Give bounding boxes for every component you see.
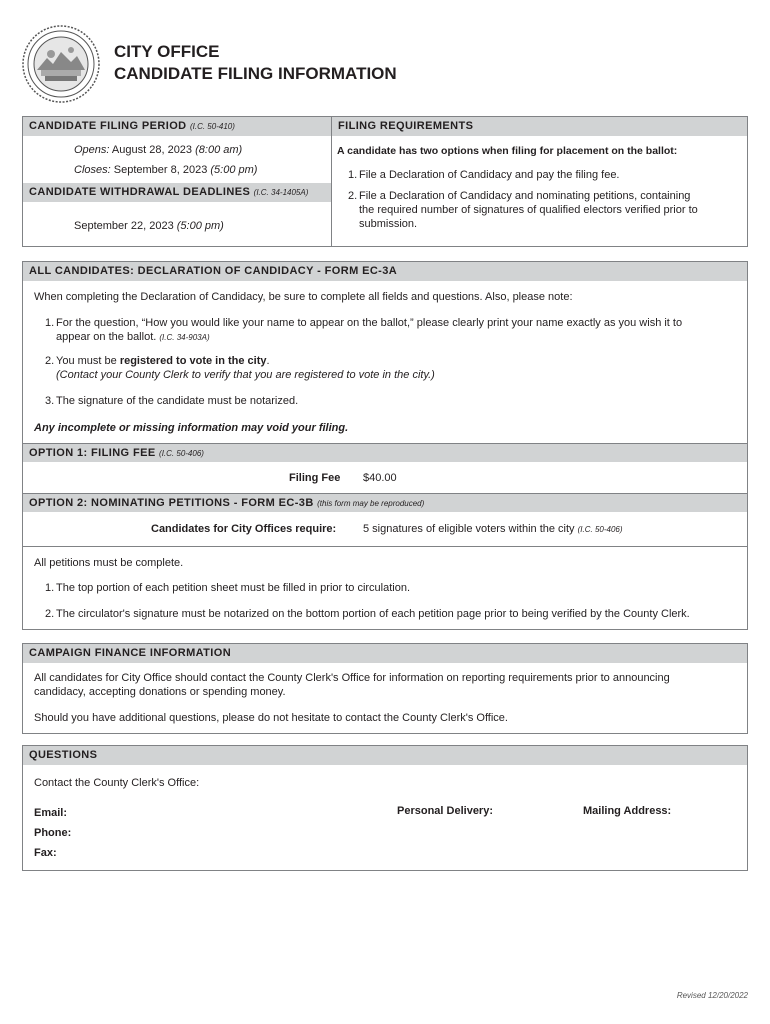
option1-heading bbox=[23, 443, 747, 462]
requirement-item-2-line1: File a Declaration of Candidacy and nominating petitions, containing bbox=[359, 190, 691, 202]
state-seal-icon bbox=[21, 24, 101, 104]
declaration-item-3-num: 3. bbox=[45, 395, 55, 407]
closes-label: Closes: bbox=[74, 164, 111, 176]
declaration-heading bbox=[23, 262, 747, 281]
filing-requirements-heading-text: FILING REQUIREMENTS bbox=[338, 120, 474, 132]
declaration-intro: When completing the Declaration of Candidacy, be sure to complete all fields and questions. Also, please note: bbox=[34, 291, 573, 303]
requirement-item-2-line3: submission. bbox=[359, 218, 418, 230]
phone-label: Phone: bbox=[34, 827, 72, 839]
option2-heading-note: (this form may be reproduced) bbox=[317, 499, 425, 508]
personal-delivery-label: Personal Delivery: bbox=[397, 805, 493, 817]
petition-item-1-num: 1. bbox=[45, 582, 55, 594]
questions-intro: Contact the County Clerk's Office: bbox=[34, 777, 200, 789]
filing-requirements-heading bbox=[332, 117, 747, 136]
closes-time: (5:00 pm) bbox=[210, 164, 258, 176]
withdrawal-line bbox=[74, 219, 224, 233]
declaration-item-3 bbox=[45, 394, 298, 408]
withdrawal-heading-ref: (I.C. 34-1405A) bbox=[253, 188, 309, 197]
requirement-item-1-text: File a Declaration of Candidacy and pay the filing fee. bbox=[359, 169, 620, 181]
filing-fee-label: Filing Fee bbox=[289, 472, 341, 484]
finance-heading-text: CAMPAIGN FINANCE INFORMATION bbox=[29, 647, 232, 659]
declaration-item-1 bbox=[45, 316, 682, 345]
requirement-item-1 bbox=[348, 168, 620, 182]
column-divider bbox=[331, 117, 332, 246]
filing-section bbox=[22, 116, 748, 247]
petition-requirement-text: 5 signatures of eligible voters within the city bbox=[363, 523, 575, 535]
filing-period-heading bbox=[23, 117, 331, 136]
page-title bbox=[114, 41, 397, 85]
finance-section bbox=[22, 643, 748, 734]
fax-label: Fax: bbox=[34, 847, 57, 859]
declaration-item-1-num: 1. bbox=[45, 317, 55, 329]
requirement-item-2-num: 2. bbox=[348, 190, 358, 202]
requirement-item-1-num: 1. bbox=[348, 169, 358, 181]
petition-item-1 bbox=[45, 581, 410, 595]
requirement-item-2 bbox=[348, 189, 698, 231]
declaration-item-1-ref: (I.C. 34-903A) bbox=[159, 333, 210, 342]
declaration-warning: Any incomplete or missing information may void your filing. bbox=[34, 422, 349, 434]
revised-date: Revised 12/20/2022 bbox=[676, 991, 748, 1000]
opens-label: Opens: bbox=[74, 144, 110, 156]
declaration-item-2 bbox=[45, 354, 435, 382]
petition-item-2 bbox=[45, 607, 690, 621]
declaration-item-2-post: . bbox=[266, 355, 270, 367]
filing-period-heading-text: CANDIDATE FILING PERIOD bbox=[29, 120, 187, 132]
declaration-section bbox=[22, 261, 748, 630]
withdrawal-heading bbox=[23, 183, 331, 202]
opens-date: August 28, 2023 bbox=[111, 144, 193, 156]
requirements-intro: A candidate has two options when filing for placement on the ballot: bbox=[337, 145, 678, 157]
questions-section bbox=[22, 745, 748, 871]
petition-requirement-ref: (I.C. 50-406) bbox=[577, 525, 623, 534]
declaration-item-2-num: 2. bbox=[45, 355, 55, 367]
petitions-divider bbox=[23, 546, 747, 547]
filing-fee-value: $40.00 bbox=[363, 472, 397, 484]
petition-item-1-text: The top portion of each petition sheet must be filled in prior to circulation. bbox=[56, 582, 411, 594]
declaration-item-3-text: The signature of the candidate must be notarized. bbox=[56, 395, 299, 407]
title-line-1: CITY OFFICE bbox=[114, 42, 220, 61]
questions-heading-text: QUESTIONS bbox=[29, 749, 98, 761]
filing-period-heading-ref: (I.C. 50-410) bbox=[189, 122, 235, 131]
option2-heading-text: OPTION 2: NOMINATING PETITIONS - FORM EC-3B bbox=[29, 497, 314, 509]
withdrawal-heading-text: CANDIDATE WITHDRAWAL DEADLINES bbox=[29, 186, 251, 198]
petitions-intro: All petitions must be complete. bbox=[34, 557, 184, 569]
questions-heading bbox=[23, 746, 747, 765]
declaration-heading-text: ALL CANDIDATES: DECLARATION OF CANDIDACY - FORM EC-3A bbox=[29, 265, 398, 277]
opens-line bbox=[74, 143, 242, 157]
declaration-item-1-line1: For the question, “How you would like your name to appear on the ballot,” please clearly print your name exactly as you wish it to bbox=[56, 317, 683, 329]
finance-heading bbox=[23, 644, 747, 663]
opens-time: (8:00 am) bbox=[195, 144, 243, 156]
withdrawal-date: September 22, 2023 bbox=[74, 220, 174, 232]
petition-requirement-label: Candidates for City Offices require: bbox=[151, 523, 337, 535]
mailing-address-label: Mailing Address: bbox=[583, 805, 672, 817]
finance-paragraph-2: Should you have additional questions, please do not hesitate to contact the County Clerk's Office. bbox=[34, 712, 508, 724]
email-label: Email: bbox=[34, 807, 68, 819]
petition-item-2-num: 2. bbox=[45, 608, 55, 620]
title-line-2: CANDIDATE FILING INFORMATION bbox=[114, 64, 397, 83]
option1-heading-ref: (I.C. 50-406) bbox=[159, 449, 204, 458]
withdrawal-time: (5:00 pm) bbox=[176, 220, 224, 232]
finance-paragraph-1-line1: All candidates for City Office should contact the County Clerk's Office for information on reporting requirements prior to announcing bbox=[34, 672, 670, 684]
closes-line bbox=[74, 163, 257, 177]
petition-item-2-text: The circulator's signature must be notarized on the bottom portion of each petition page prior to being verified by the County Clerk. bbox=[56, 608, 690, 620]
requirement-item-2-line2: the required number of signatures of qualified electors verified prior to bbox=[359, 204, 698, 216]
petition-requirement-value bbox=[363, 522, 623, 537]
declaration-item-2-bold: registered to vote in the city bbox=[119, 355, 267, 367]
option2-heading bbox=[23, 493, 747, 512]
declaration-item-1-line2: appear on the ballot. bbox=[56, 331, 157, 343]
declaration-item-2-note: (Contact your County Clerk to verify that you are registered to vote in the city.) bbox=[56, 369, 435, 381]
declaration-item-2-pre: You must be bbox=[56, 355, 120, 367]
closes-date: September 8, 2023 bbox=[113, 164, 208, 176]
finance-paragraph-1-line2: candidacy, accepting donations or spending money. bbox=[34, 686, 286, 698]
finance-paragraph-1 bbox=[34, 671, 670, 699]
option1-heading-text: OPTION 1: FILING FEE bbox=[29, 447, 156, 459]
